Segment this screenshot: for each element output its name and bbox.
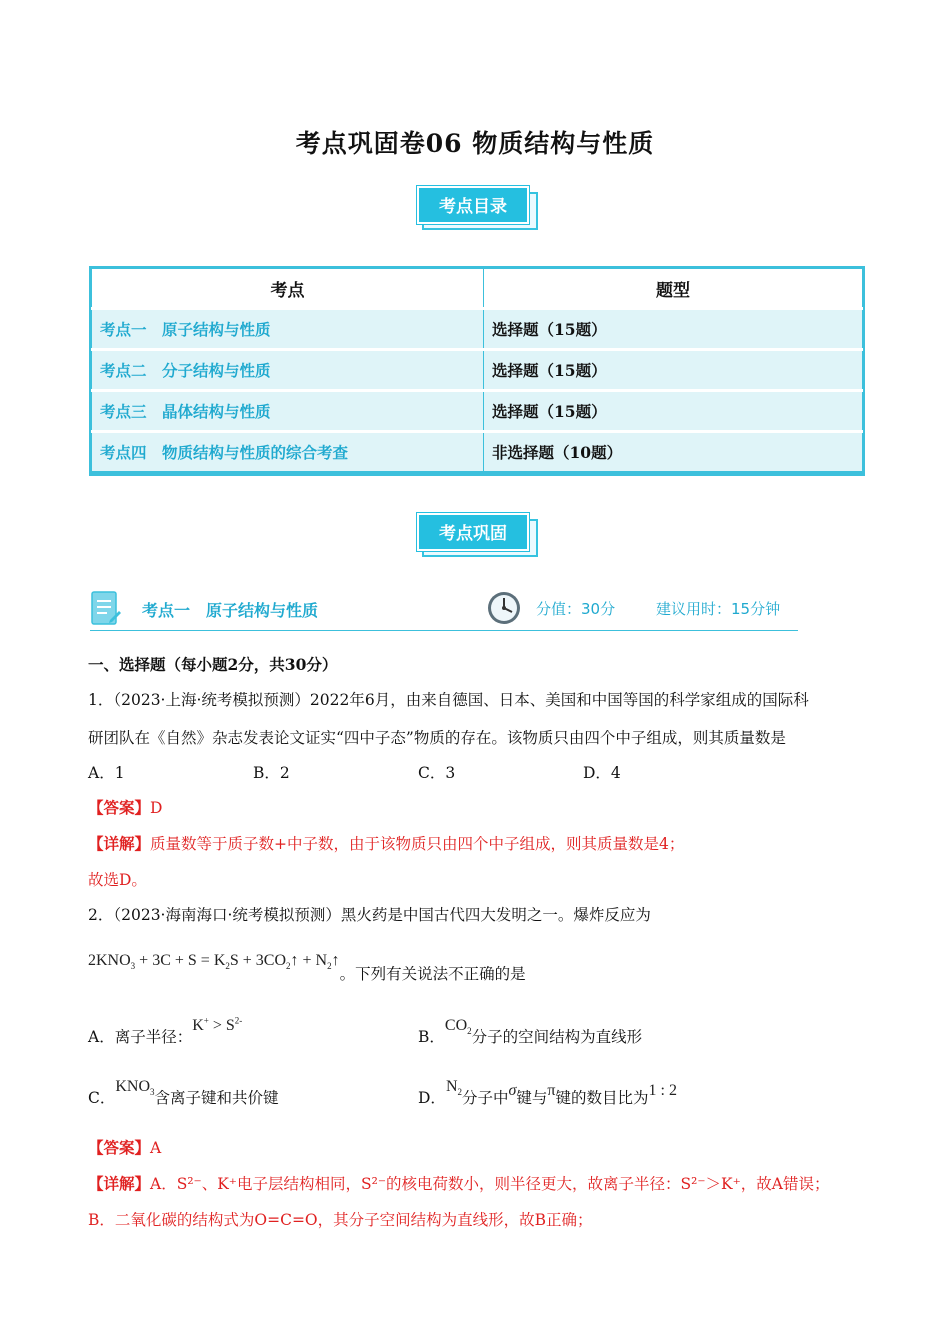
option-d-math: $N_2$ (445, 1078, 462, 1098)
answer-value: D (150, 799, 163, 817)
detail-text: 质量数等于质子数+中子数，由于该物质只由四个中子组成，则其质量数是4； (150, 835, 685, 853)
section-bar (90, 588, 798, 631)
part-heading: 一、选择题（每小题2分，共30分） (88, 655, 338, 674)
sigma-symbol: σ (508, 1082, 517, 1099)
detail-tag: 【详解】 (88, 1174, 151, 1193)
q2-option-b (418, 1017, 643, 1048)
q1-stem-line2: 研团队在《自然》杂志发表论文证实“四中子态”物质的存在。该物质只由四个中子组成，则其质量数是 (88, 729, 786, 747)
toc-type: 选择题（15题） (484, 350, 863, 391)
clock-icon (486, 590, 522, 626)
q1-detail (88, 832, 684, 854)
toc-header-type: 题型 (484, 269, 863, 309)
consolidate-badge (417, 513, 539, 557)
toc-type: 选择题（15题） (484, 391, 863, 432)
option-d-ratio: 1 : 2 (648, 1082, 677, 1099)
q2-stem-line1: 2．（2023·海南海口·统考模拟预测）黑火药是中国古代四大发明之一。爆炸反应为 (88, 906, 651, 924)
option-a-label: A．离子半径： (88, 1028, 193, 1046)
toc-header-topic: 考点 (92, 269, 484, 309)
option-d-label: D． (418, 1089, 446, 1107)
toc-row (92, 350, 863, 391)
q1-stem-line1: 1．（2023·上海·统考模拟预测）2022年6月，由来自德国、日本、美国和中国等国的科学家组成的国际科 (88, 691, 809, 709)
q1-answer (88, 796, 162, 818)
q2-answer (88, 1136, 161, 1158)
consolidate-badge-label: 考点巩固 (417, 513, 529, 551)
option-d-text2: 键与 (516, 1089, 548, 1107)
q2-equation-line (88, 948, 526, 983)
toc-row (92, 309, 863, 350)
answer-tag: 【答案】 (88, 1138, 151, 1157)
section-score: 分值：30分 (536, 600, 616, 618)
toc-table (89, 266, 865, 476)
q2-option-d (418, 1078, 677, 1109)
option-c-text: 含离子键和共价键 (154, 1089, 279, 1107)
answer-value: A (150, 1139, 162, 1157)
page-title: 考点巩固卷06 物质结构与性质 (295, 129, 655, 158)
option-c-label: C． (88, 1089, 116, 1107)
toc-topic: 考点三 晶体结构与性质 (92, 391, 484, 432)
q1-option-a: A．1 (88, 764, 125, 782)
toc-topic: 考点四 物质结构与性质的综合考查 (92, 432, 484, 472)
option-b-math: $CO_2$ (444, 1017, 472, 1037)
toc-badge (417, 186, 539, 230)
detail-text: A．S²⁻、K⁺电子层结构相同，S²⁻的核电荷数小，则半径更大，故离子半径：S²⁻＞K⁺，故A错误； (150, 1175, 830, 1193)
section-label: 考点一 原子结构与性质 (142, 601, 319, 620)
toc-row (92, 432, 863, 472)
q2-stem-tail: 。下列有关说法不正确的是 (339, 965, 526, 983)
toc-row (92, 391, 863, 432)
pi-symbol: π (547, 1082, 556, 1099)
q1-option-b: B．2 (253, 764, 290, 782)
q2-detail (88, 1172, 829, 1194)
toc-topic: 考点二 分子结构与性质 (92, 350, 484, 391)
detail-tag: 【详解】 (88, 834, 151, 853)
q1-detail-line2: 故选D。 (88, 871, 147, 889)
option-d-text3: 键的数目比为 (555, 1089, 649, 1107)
q2-detail-line2: B．二氧化碳的结构式为O=C=O，其分子空间结构为直线形，故B正确； (88, 1211, 593, 1229)
q1-option-c: C．3 (418, 764, 456, 782)
toc-badge-label: 考点目录 (417, 186, 529, 224)
section-time: 建议用时：15分钟 (656, 600, 781, 618)
q1-option-d: D．4 (583, 764, 621, 782)
option-b-label: B． (418, 1028, 445, 1046)
option-b-text: 分子的空间结构为直线形 (471, 1028, 643, 1046)
toc-type: 非选择题（10题） (484, 432, 863, 472)
notepad-icon (90, 590, 122, 628)
toc-type: 选择题（15题） (484, 309, 863, 350)
option-d-text1: 分子中 (462, 1089, 509, 1107)
reaction-equation: $2KNO_3 + 3C + S = K_2S$ + $3CO_2↑$ + $N_2↑$ (88, 952, 340, 972)
option-c-math: $KNO_3$ (115, 1078, 155, 1098)
answer-tag: 【答案】 (88, 798, 151, 817)
q2-option-c (88, 1078, 279, 1109)
option-a-math: $K^+ > S^{2-}$ (192, 1015, 243, 1034)
toc-topic: 考点一 原子结构与性质 (92, 309, 484, 350)
q2-option-a (88, 1015, 243, 1047)
